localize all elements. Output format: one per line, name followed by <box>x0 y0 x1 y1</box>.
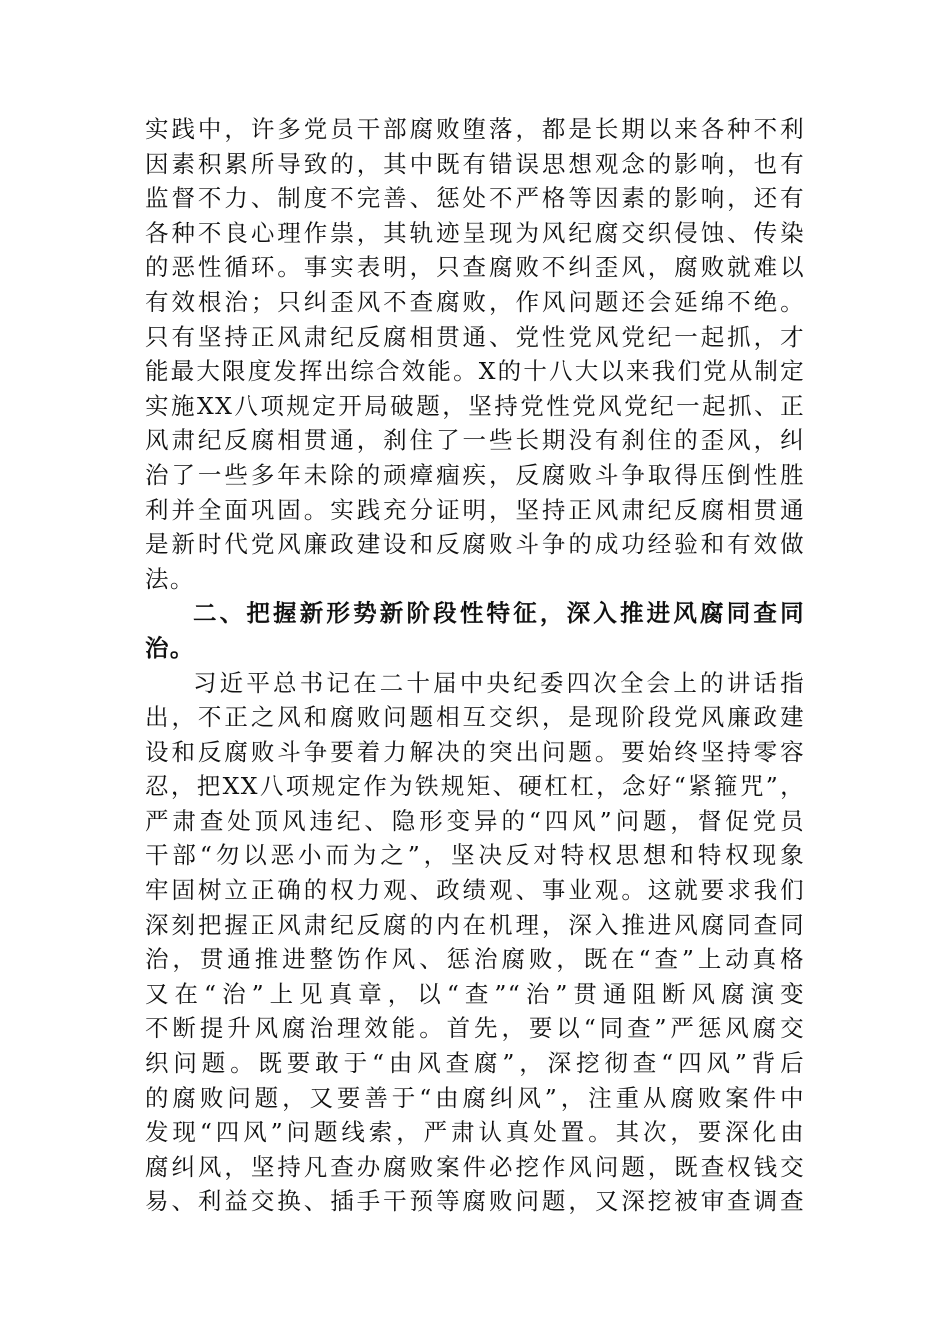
text-line: 设和反腐败斗争要着力解决的突出问题。要始终坚持零容 <box>145 737 805 766</box>
text-line: 各种不良心理作祟，其轨迹呈现为风纪腐交织侵蚀、传染 <box>145 218 805 247</box>
heading-line: 治。 <box>145 633 195 662</box>
text-line: 治了一些多年未除的顽瘴痼疾，反腐败斗争取得压倒性胜 <box>145 460 805 489</box>
text-line: 能最大限度发挥出综合效能。X的十八大以来我们党从制定 <box>145 357 805 386</box>
paragraph-speech <box>145 666 805 1220</box>
text-line: 又在“治”上见真章，以“查”“治”贯通阻断风腐演变 <box>145 979 805 1008</box>
text-line: 监督不力、制度不完善、惩处不严格等因素的影响，还有 <box>145 184 805 213</box>
text-line: 法。 <box>145 564 195 593</box>
text-line: 只有坚持正风肃纪反腐相贯通、党性党风党纪一起抓，才 <box>145 322 805 351</box>
text-line: 干部“勿以恶小而为之”，坚决反对特权思想和特权现象 <box>145 841 805 870</box>
text-line: 治，贯通推进整饬作风、惩治腐败，既在“查”上动真格 <box>145 945 805 974</box>
text-line: 风肃纪反腐相贯通，刹住了一些长期没有刹住的歪风，纠 <box>145 426 805 455</box>
text-line: 的腐败问题，又要善于“由腐纠风”，注重从腐败案件中 <box>145 1083 805 1112</box>
text-line: 忍，把XX八项规定作为铁规矩、硬杠杠，念好“紧箍咒”， <box>145 772 805 801</box>
text-line: 因素积累所导致的，其中既有错误思想观念的影响，也有 <box>145 149 805 178</box>
text-line: 严肃查处顶风违纪、隐形变异的“四风”问题，督促党员 <box>145 806 805 835</box>
text-line: 习近平总书记在二十届中央纪委四次全会上的讲话指 <box>193 668 805 697</box>
text-line: 出，不正之风和腐败问题相互交织，是现阶段党风廉政建 <box>145 703 805 732</box>
heading-line: 二、把握新形势新阶段性特征，深入推进风腐同查同 <box>193 599 805 628</box>
text-line: 实施XX八项规定开局破题，坚持党性党风党纪一起抓、正 <box>145 391 805 420</box>
text-line: 织问题。既要敢于“由风查腐”，深挖彻查“四风”背后 <box>145 1049 805 1078</box>
text-line: 牢固树立正确的权力观、政绩观、事业观。这就要求我们 <box>145 876 805 905</box>
text-line: 有效根治；只纠歪风不查腐败，作风问题还会延绵不绝。 <box>145 287 805 316</box>
paragraph-practice <box>145 112 805 596</box>
document-body <box>145 112 805 1219</box>
text-line: 实践中，许多党员干部腐败堕落，都是长期以来各种不利 <box>145 115 805 143</box>
text-line: 深刻把握正风肃纪反腐的内在机理，深入推进风腐同查同 <box>145 910 805 939</box>
text-line: 易、利益交换、插手干预等腐败问题，又深挖被审查调查 <box>145 1187 805 1216</box>
text-line: 是新时代党风廉政建设和反腐败斗争的成功经验和有效做 <box>145 530 805 559</box>
text-line: 的恶性循环。事实表明，只查腐败不纠歪风，腐败就难以 <box>145 253 805 282</box>
text-line: 腐纠风，坚持凡查办腐败案件必挖作风问题，既查权钱交 <box>145 1152 805 1181</box>
section-heading <box>145 596 805 665</box>
text-line: 不断提升风腐治理效能。首先，要以“同查”严惩风腐交 <box>145 1014 805 1043</box>
text-line: 利并全面巩固。实践充分证明，坚持正风肃纪反腐相贯通 <box>145 495 805 524</box>
text-line: 发现“四风”问题线索，严肃认真处置。其次，要深化由 <box>145 1118 805 1147</box>
